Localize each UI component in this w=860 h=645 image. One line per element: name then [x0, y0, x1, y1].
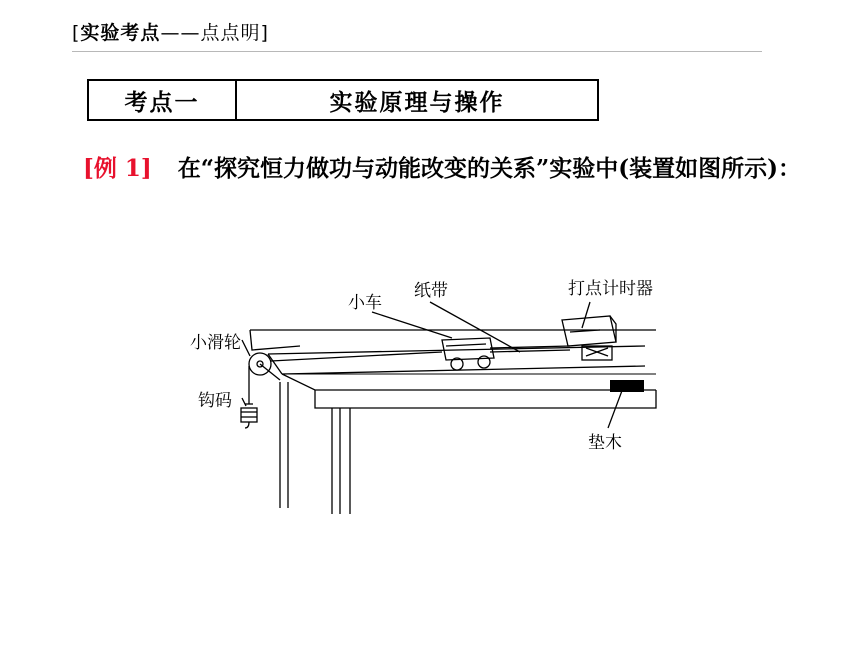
- apparatus-diagram: [190, 272, 670, 520]
- label-weight: 钩码: [198, 391, 232, 411]
- label-block: 垫木: [588, 433, 622, 453]
- apparatus-figure: [190, 272, 670, 520]
- header-dash: ——: [160, 22, 201, 44]
- question-text: 在“探究恒力做功与动能改变的关系”实验中(装置如图所示)：: [177, 155, 802, 182]
- header-bold-text: 实验考点: [80, 22, 161, 44]
- wooden-block: [610, 380, 644, 392]
- header-divider: [72, 51, 762, 52]
- topic-box: [87, 79, 599, 121]
- topic-title: 实验原理与操作: [329, 89, 505, 116]
- question-paragraph: [22, 143, 842, 195]
- topic-number: 考点一: [89, 81, 237, 119]
- header-light-text: 点点明: [200, 22, 261, 44]
- header-bracket-close: ]: [260, 22, 269, 44]
- label-timer: 打点计时器: [568, 279, 653, 299]
- section-header: [72, 18, 269, 45]
- header-bracket-open: [: [72, 22, 81, 44]
- example-tag: [例 1]: [83, 155, 152, 182]
- label-pulley: 小滑轮: [190, 333, 241, 353]
- label-cart: 小车: [348, 293, 382, 313]
- label-tape: 纸带: [414, 281, 448, 301]
